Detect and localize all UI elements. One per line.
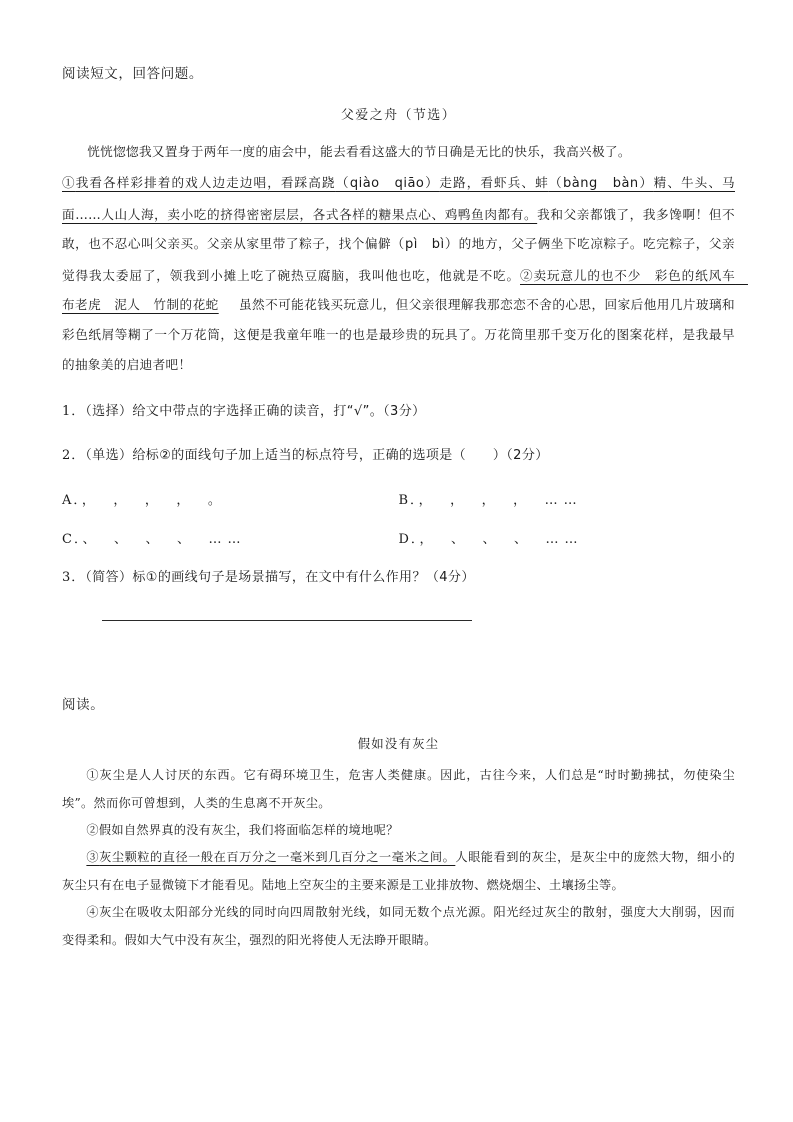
passage1-text-a: 我和父亲都饿了，我多馋啊！但不敢，也不忍心叫父亲买。父亲从家里带了粽子，找个偏僻	[62, 206, 736, 252]
question-3-number: 3．	[62, 570, 86, 586]
sentence-1-marker: ①	[62, 175, 76, 191]
option-c-punct: 、 、 、 、 ……	[82, 532, 247, 548]
pinyin-bang: （bàng bàn）	[548, 176, 654, 192]
question-1	[62, 401, 735, 423]
sentence-1-part-b: 走路，看虾兵、蚌	[439, 175, 549, 191]
option-d[interactable]	[399, 528, 736, 547]
question-3-score: （4分）	[425, 570, 475, 586]
passage2-sentence-3-underlined: 灰尘颗粒的直径一般在百万分之一毫米到几百分之一毫米之间。	[99, 850, 456, 865]
reading-instruction-1: 阅读短文，回答问题。	[62, 66, 203, 82]
question-3-type: （简答）	[85, 570, 133, 586]
question-3-text: 标①的画线句子是场景描写，在文中有什么作用？	[132, 570, 426, 586]
sentence-2-underlined: 卖玩意儿的也不少 彩色的纸风车 布老虎 泥人 竹制的花蛇	[62, 267, 748, 313]
section-divider	[62, 643, 735, 695]
sentence-1-part-a: 我看各样彩排着的戏人边走边唱，看踩高跷	[75, 175, 336, 191]
question-3	[62, 567, 735, 620]
option-b-label: B．	[398, 493, 419, 509]
sentence-2-marker: ②	[520, 267, 534, 283]
option-a-label: A．	[62, 493, 82, 509]
question-1-text: 给文中带点的字选择正确的读音，打“√”。	[132, 404, 384, 420]
question-2-text: 给标②的面线句子加上适当的标点符号，正确的选项是（ ）	[132, 448, 507, 464]
option-a[interactable]	[62, 489, 399, 508]
pinyin-qiao: （qiào qiāo）	[335, 176, 440, 192]
passage2-sentence-3-marker: ③	[86, 850, 100, 865]
passage1-text-c: 虽然不可能花钱买玩意儿，但父亲很理解我那恋恋不舍的心思，回家后他用几片玻璃和彩色纸屑等糊了一个万花筒，这便是我童年唯一的也是最珍贵的玩具了。万花筒里那千变万化的图案花样，是我最早的抽象美的启迪者吧！	[62, 297, 735, 372]
passage2-title: 假如没有灰尘	[357, 736, 440, 752]
option-b-punct: ， ， ， ， ……	[418, 493, 583, 509]
reading-instruction-2: 阅读。	[62, 696, 105, 713]
question-2-options-row-1	[62, 489, 735, 508]
answer-line[interactable]	[102, 620, 472, 621]
option-b[interactable]	[399, 489, 736, 508]
question-1-type: （选择）	[85, 404, 133, 420]
question-1-score: （3分）	[383, 404, 426, 420]
question-2-score: （2分）	[506, 448, 549, 464]
option-a-punct: ， ， ， ， 。	[81, 493, 227, 509]
passage2-paragraph-1: ①灰尘是人人讨厌的东西。它有碍环境卫生，危害人类健康。因此，古往今来，人们总是“时时勤拂拭，勿使染尘埃”。然而你可曾想到，人类的生息离不开灰尘。	[62, 768, 735, 810]
passage2-paragraph-2: ②假如自然界真的没有灰尘，我们将面临怎样的境地呢？	[86, 823, 399, 838]
passage1-paragraph-1: 恍恍惚惚我又置身于两年一度的庙会中，能去看看这盛大的节日确是无比的快乐，我高兴极了。	[87, 143, 631, 159]
option-c[interactable]	[62, 528, 399, 547]
passage1-title: 父爱之舟（节选）	[340, 107, 457, 123]
passage1-text-b: 的地方，父子俩坐下吃凉粽子。吃完粽子，父亲觉得我太委屈了，领我到小摊上吃了碗热豆腐脑，我叫他也吃，他就是不吃。	[62, 236, 735, 283]
passage2-paragraph-4: ④灰尘在吸收太阳部分光线的同时向四周散射光线，如同无数个点光源。阳光经过灰尘的散射，强度大大削弱，因而变得柔和。假如大气中没有灰尘，强烈的阳光将使人无法睁开眼睛。	[62, 905, 735, 947]
pinyin-pi: （pì bì）	[391, 237, 459, 253]
passage2-paragraph-3	[62, 844, 735, 899]
option-d-label: D．	[398, 532, 420, 548]
question-2-type: （单选）	[85, 448, 133, 464]
question-2	[62, 445, 735, 467]
passage2-paragraph-3-rest: 人眼能看到的灰尘，是灰尘中的庞然大物，细小的灰尘只有在电子显微镜下才能看见。陆地上空灰尘的主要来源是工业排放物、燃烧烟尘、土壤扬尘等。	[62, 850, 735, 892]
option-c-label: C．	[62, 532, 83, 548]
question-2-number: 2．	[62, 448, 86, 464]
sentence-1-part-c: 精、牛头、马面……人山人海，卖小吃的挤得密密层层，各式各样的糖果点心、鸡鸭鱼肉都有。	[62, 175, 735, 222]
question-2-options-row-2	[62, 528, 735, 547]
question-1-number: 1．	[62, 404, 86, 420]
passage1-paragraph-2	[62, 168, 748, 379]
option-d-punct: ， 、 、 、 ……	[419, 532, 584, 548]
